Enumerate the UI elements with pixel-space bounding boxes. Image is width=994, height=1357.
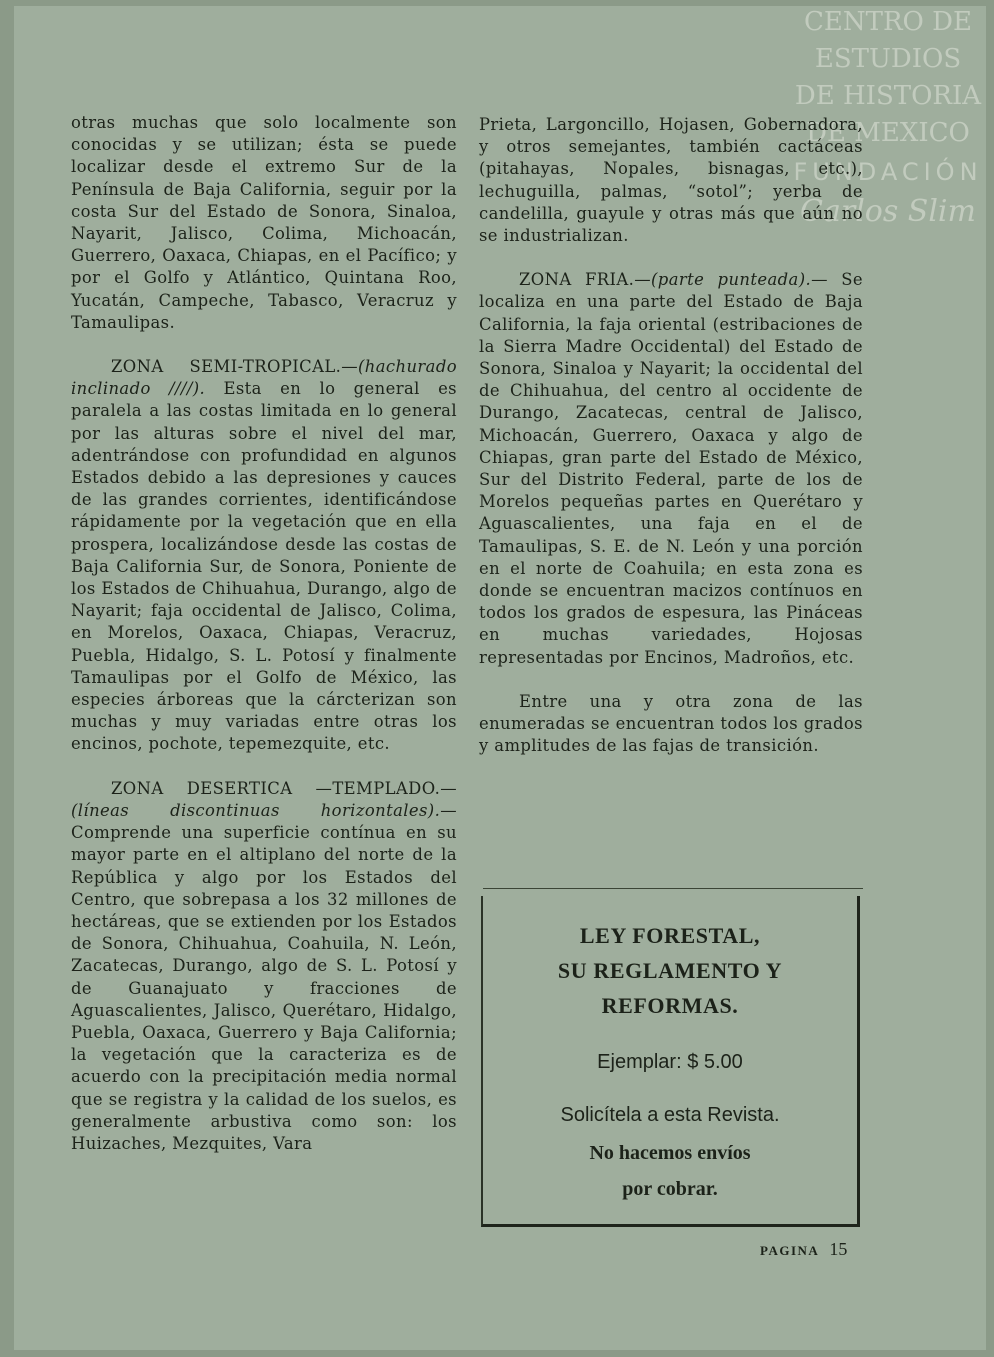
section-heading-fria: ZONA FRIA.: [519, 270, 635, 290]
page-number: 15: [829, 1239, 848, 1259]
paragraph-desertica-continued: Prieta, Largoncillo, Hojasen, Gobernadora, y otros semejantes, también cactáceas (pitahayas, Nopales, bisnagas, etc.), lechuguilla, palmas, “sotol”; yerba de candelilla, guayule y otras más que aún no se industrializan.: [479, 115, 863, 246]
ad-price: Ejemplar: $ 5.00: [597, 1051, 743, 1073]
watermark-line: CENTRO DE: [804, 7, 972, 37]
paragraph-semi-tropical: [71, 356, 457, 756]
left-column: [71, 112, 457, 1155]
section-body: Esta en lo general es paralela a las costas limitada en lo general por las alturas sobre el nivel del mar, adentrándose con profundidad en algunos Estados debido a las depresiones y cauces de las grandes corrientes, identificándose rápidamente por la vegetación que en ella prospera, localizándose desde las costas de Baja California Sur, de Sonora, Poniente de los Estados de Chihuahua, Durango, algo de Nayarit; faja occidental de Jalisco, Colima, en Morelos, Oaxaca, Chiapas, Veracruz, Puebla, Hidalgo, S. L. Potosí y finalmente Tamaulipas por el Golfo de México, las especies árboreas que la cárcterizan son muchas y muy variadas entre otras los encinos, pochote, tepemezquite, etc.: [71, 379, 457, 754]
paragraph-fria: [479, 269, 863, 669]
ad-title-line: REFORMAS.: [601, 993, 739, 1018]
right-column: [479, 114, 863, 757]
watermark-line: DE MEXICO: [806, 118, 970, 148]
section-heading-semi-tropical: ZONA SEMI-TROPICAL.: [111, 357, 342, 377]
ley-forestal-advertisement: [481, 896, 860, 1227]
ad-note-line: por cobrar.: [622, 1178, 718, 1200]
ad-title-line: LEY FORESTAL,: [579, 923, 761, 948]
paragraph-transition: Entre una y otra zona de las enumeradas se encuentran todos los grados y amplitudes de las fajas de transición.: [479, 691, 863, 756]
map-legend-note: —(parte punteada).: [634, 270, 812, 290]
ad-title: [483, 918, 857, 1023]
watermark-line: ESTUDIOS: [814, 44, 962, 74]
map-legend-note: (líneas discontinuas horizontales).: [71, 800, 441, 820]
watermark-signature: Carlos Slim: [800, 194, 976, 229]
paragraph-tropical-end: otras muchas que solo localmente son conocidas y se utilizan; ésta se puede localizar desde el extremo Sur de la Península de Baja California, seguir por la costa Sur del Estado de Sonora, Sinaloa, Nayarit, Jalisco, Colima, Michoacán, Guerrero, Oaxaca, Chiapas, en el Pacífico; y por el Golfo y Atlántico, Quintana Roo, Yucatán, Campeche, Tabasco, Veracruz y Tamaulipas.: [71, 113, 457, 332]
page-label: PAGINA: [760, 1243, 820, 1258]
paragraph-desertica: [71, 778, 457, 1155]
section-heading-desertica: ZONA DESERTICA —TEMPLADO.—: [111, 778, 457, 798]
ad-note-line: No hacemos envíos: [589, 1142, 751, 1164]
page-footer: [760, 1239, 847, 1260]
section-body: — Comprende una superficie contínua en su mayor parte en el altiplano del norte de la República y algo por los Estados del Centro, que sobrepasa a los 32 millones de hectáreas, que se extienden por los Estados de Sonora, Chihuahua, Coahuila, N. León, Zacatecas, Durango, algo de S. L. Potosí y de Guanajuato y fracciones de Aguascalientes, Jalisco, Querétaro, Hidalgo, Puebla, Oaxaca, Guerrero y Baja California; la vegetación que la caracteriza es de acuerdo con la precipitación media normal que se registra y la calidad de los suelos, es generalmente arbustiva como son: los Huizaches, Mezquites, Vara: [71, 800, 457, 1153]
section-body: — Se localiza en una parte del Estado de Baja California, la faja oriental (estribaciones de la Sierra Madre Occidental) del Estado de Sonora, Sinaloa y Nayarit; la occidental del de Chihuahua, del centro al occidente de Durango, Zacatecas, central de Jalisco, Michoacán, Guerrero, Oaxaca y algo de Chiapas, gran parte del Estado de México, Sur del Distrito Federal, parte de los de Morelos pequeñas partes en Querétaro y Aguascalientes, una faja en el de Tamaulipas, S. E. de N. León y una porción en el norte de Coahuila; en esta zona es donde se encuentran macizos contínuos en todos los grados de espesura, las Pináceas en muchas variedades, Hojosas representadas por Encinos, Madroños, etc.: [479, 270, 863, 667]
map-legend-note: —(hachurado inclinado ////).: [71, 357, 457, 399]
ad-shipping-note: [483, 1135, 857, 1207]
watermark-foundation: FUNDACIÓN: [793, 158, 983, 186]
ad-request: Solicítela a esta Revista.: [560, 1104, 780, 1126]
ad-top-rule: [483, 888, 863, 889]
ad-title-line: SU REGLAMENTO Y: [557, 958, 783, 983]
watermark-line: DE HISTORIA: [794, 81, 982, 111]
